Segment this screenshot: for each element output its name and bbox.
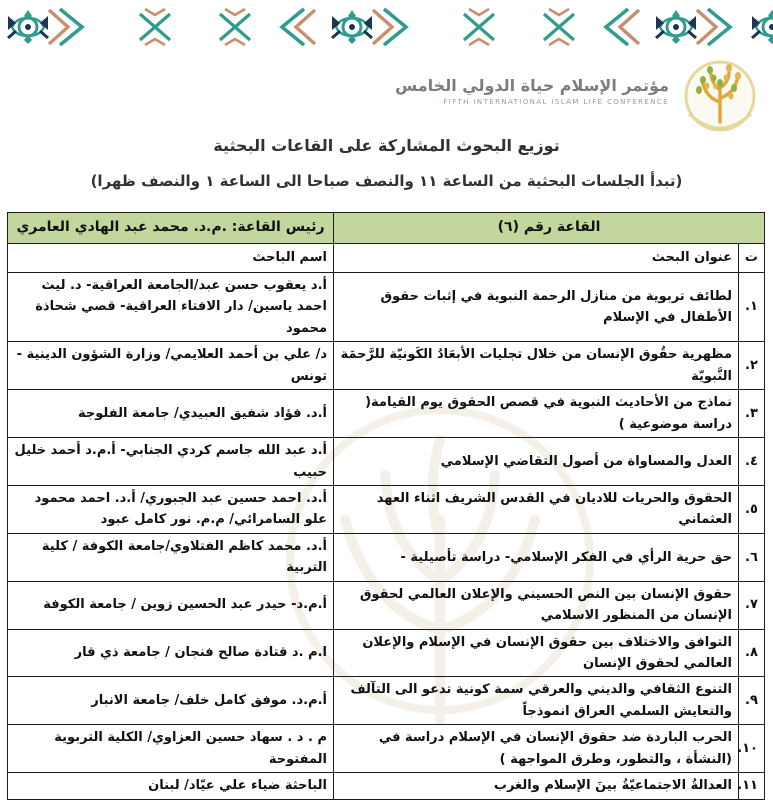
conference-logo [363,58,763,124]
research-distribution-table [7,212,765,800]
row-number: ٤. [739,438,765,486]
table-row [8,725,765,773]
row-number: ١١. [739,773,765,799]
column-header-title: عنوان البحث [334,244,739,273]
column-header-researcher: اسم الباحث [8,244,334,273]
research-title: التوافق والاختلاف بين حقوق الإنسان في الإسلام والإعلان العالمي لحقوق الإنسان [334,629,739,677]
table-row [8,629,765,677]
column-header-row [8,244,765,273]
research-title: الحقوق والحريات للاديان في القدس الشريف اثناء العهد العثماني [334,485,739,533]
researcher-name: أ.م.د. موفق كامل خلف/ جامعة الانبار [8,677,334,725]
research-title: العدل والمساواة من أصول التقاضي الإسلامي [334,438,739,486]
researcher-name: أ.د عبد الله جاسم كردي الجنابي- أ.م.د أحمد خليل حبيب [8,438,334,486]
logo-title-english: FIFTH INTERNATIONAL ISLAM LIFE CONFERENCE [443,97,669,106]
row-number: ٧. [739,581,765,629]
table-row [8,438,765,486]
table-row [8,581,765,629]
table-row [8,773,765,799]
table-row [8,342,765,390]
row-number: ١. [739,273,765,342]
researcher-name: ا.م .د قتادة صالح فنجان / جامعة ذي قار [8,629,334,677]
table-row [8,390,765,438]
row-number: ١٠. [739,725,765,773]
hall-chair-header: رئيس القاعة: .م.د. محمد عبد الهادي العامري [8,213,334,244]
decorative-border-pattern [0,6,773,50]
logo-title-arabic: مؤتمر الإسلام حياة الدولي الخامس [395,76,669,96]
researcher-name: أ.د. احمد حسين عبد الجبوري/ أ.د. احمد محمود علو السامرائي/ م.م. نور كامل عبود [8,485,334,533]
tree-badge-logo-icon [677,58,763,138]
table-header-row [8,213,765,244]
row-number: ٦. [739,533,765,581]
row-number: ٥. [739,485,765,533]
research-title: لطائف تربوية من منازل الرحمة النبوية في إثبات حقوق الأطفال في الإسلام [334,273,739,342]
row-number: ٣. [739,390,765,438]
research-title: نماذج من الأحاديث النبوية في قصص الحقوق يوم القيامة( دراسة موضوعية ) [334,390,739,438]
column-header-no: ت [739,244,765,273]
researcher-name: أ.م.د- حيدر عبد الحسين زوين / جامعة الكوفة [8,581,334,629]
page-title: توزيع البحوث المشاركة على القاعات البحثية [213,136,560,155]
row-number: ٩. [739,677,765,725]
research-title: حق حرية الرأي في الفكر الإسلامي- دراسة تأصيلية - [334,533,739,581]
table-row [8,273,765,342]
table-row [8,485,765,533]
researcher-name: الباحثة ضياء علي عيّاد/ لبنان [8,773,334,799]
hall-number-header: القاعة رقم (٦) [334,213,765,244]
research-title: الحرب الباردة ضد حقوق الإنسان في الإسلام دراسة في (النشأة ، والتطور، وطرق المواجهة ) [334,725,739,773]
research-title: التنوع الثقافي والديني والعرقي سمة كونية تدعو الى التآلف والتعايش السلمي العراق انموذجاً [334,677,739,725]
researcher-name: أ.د يعقوب حسن عبد/الجامعة العراقية- د. ليث احمد ياسين/ دار الافتاء العراقية- قصي شحاذة محمود [8,273,334,342]
row-number: ٨. [739,629,765,677]
researcher-name: أ.د. محمد كاظم الفتلاوي/جامعة الكوفة / كلية التربية [8,533,334,581]
researcher-name: م . د . سهاد حسين العزاوي/ الكلية التربوية المفتوحة [8,725,334,773]
page-subtitle: (تبدأ الجلسات البحثية من الساعة ١١ والنصف صباحا الى الساعة ١ والنصف ظهرا) [90,172,683,190]
table-row [8,677,765,725]
researcher-name: د/ علي بن أحمد العلايمي/ وزارة الشؤون الدينية - تونس [8,342,334,390]
table-row [8,533,765,581]
research-title: حقوق الإنسان بين النص الحسيني والإعلان العالمي لحقوق الإنسان من المنظور الاسلامي [334,581,739,629]
researcher-name: أ.د. فؤاد شفيق العبيدي/ جامعة الفلوجة [8,390,334,438]
row-number: ٢. [739,342,765,390]
research-title: مظهرية حقُوق الإنسان من خلال تجليات الأبعَادُ الكَونيّة للرَّحمَة النَّبويّة [334,342,739,390]
research-title: العدالةُ الاجتماعيّةُ بينَ الإسلام والغرب [334,773,739,799]
